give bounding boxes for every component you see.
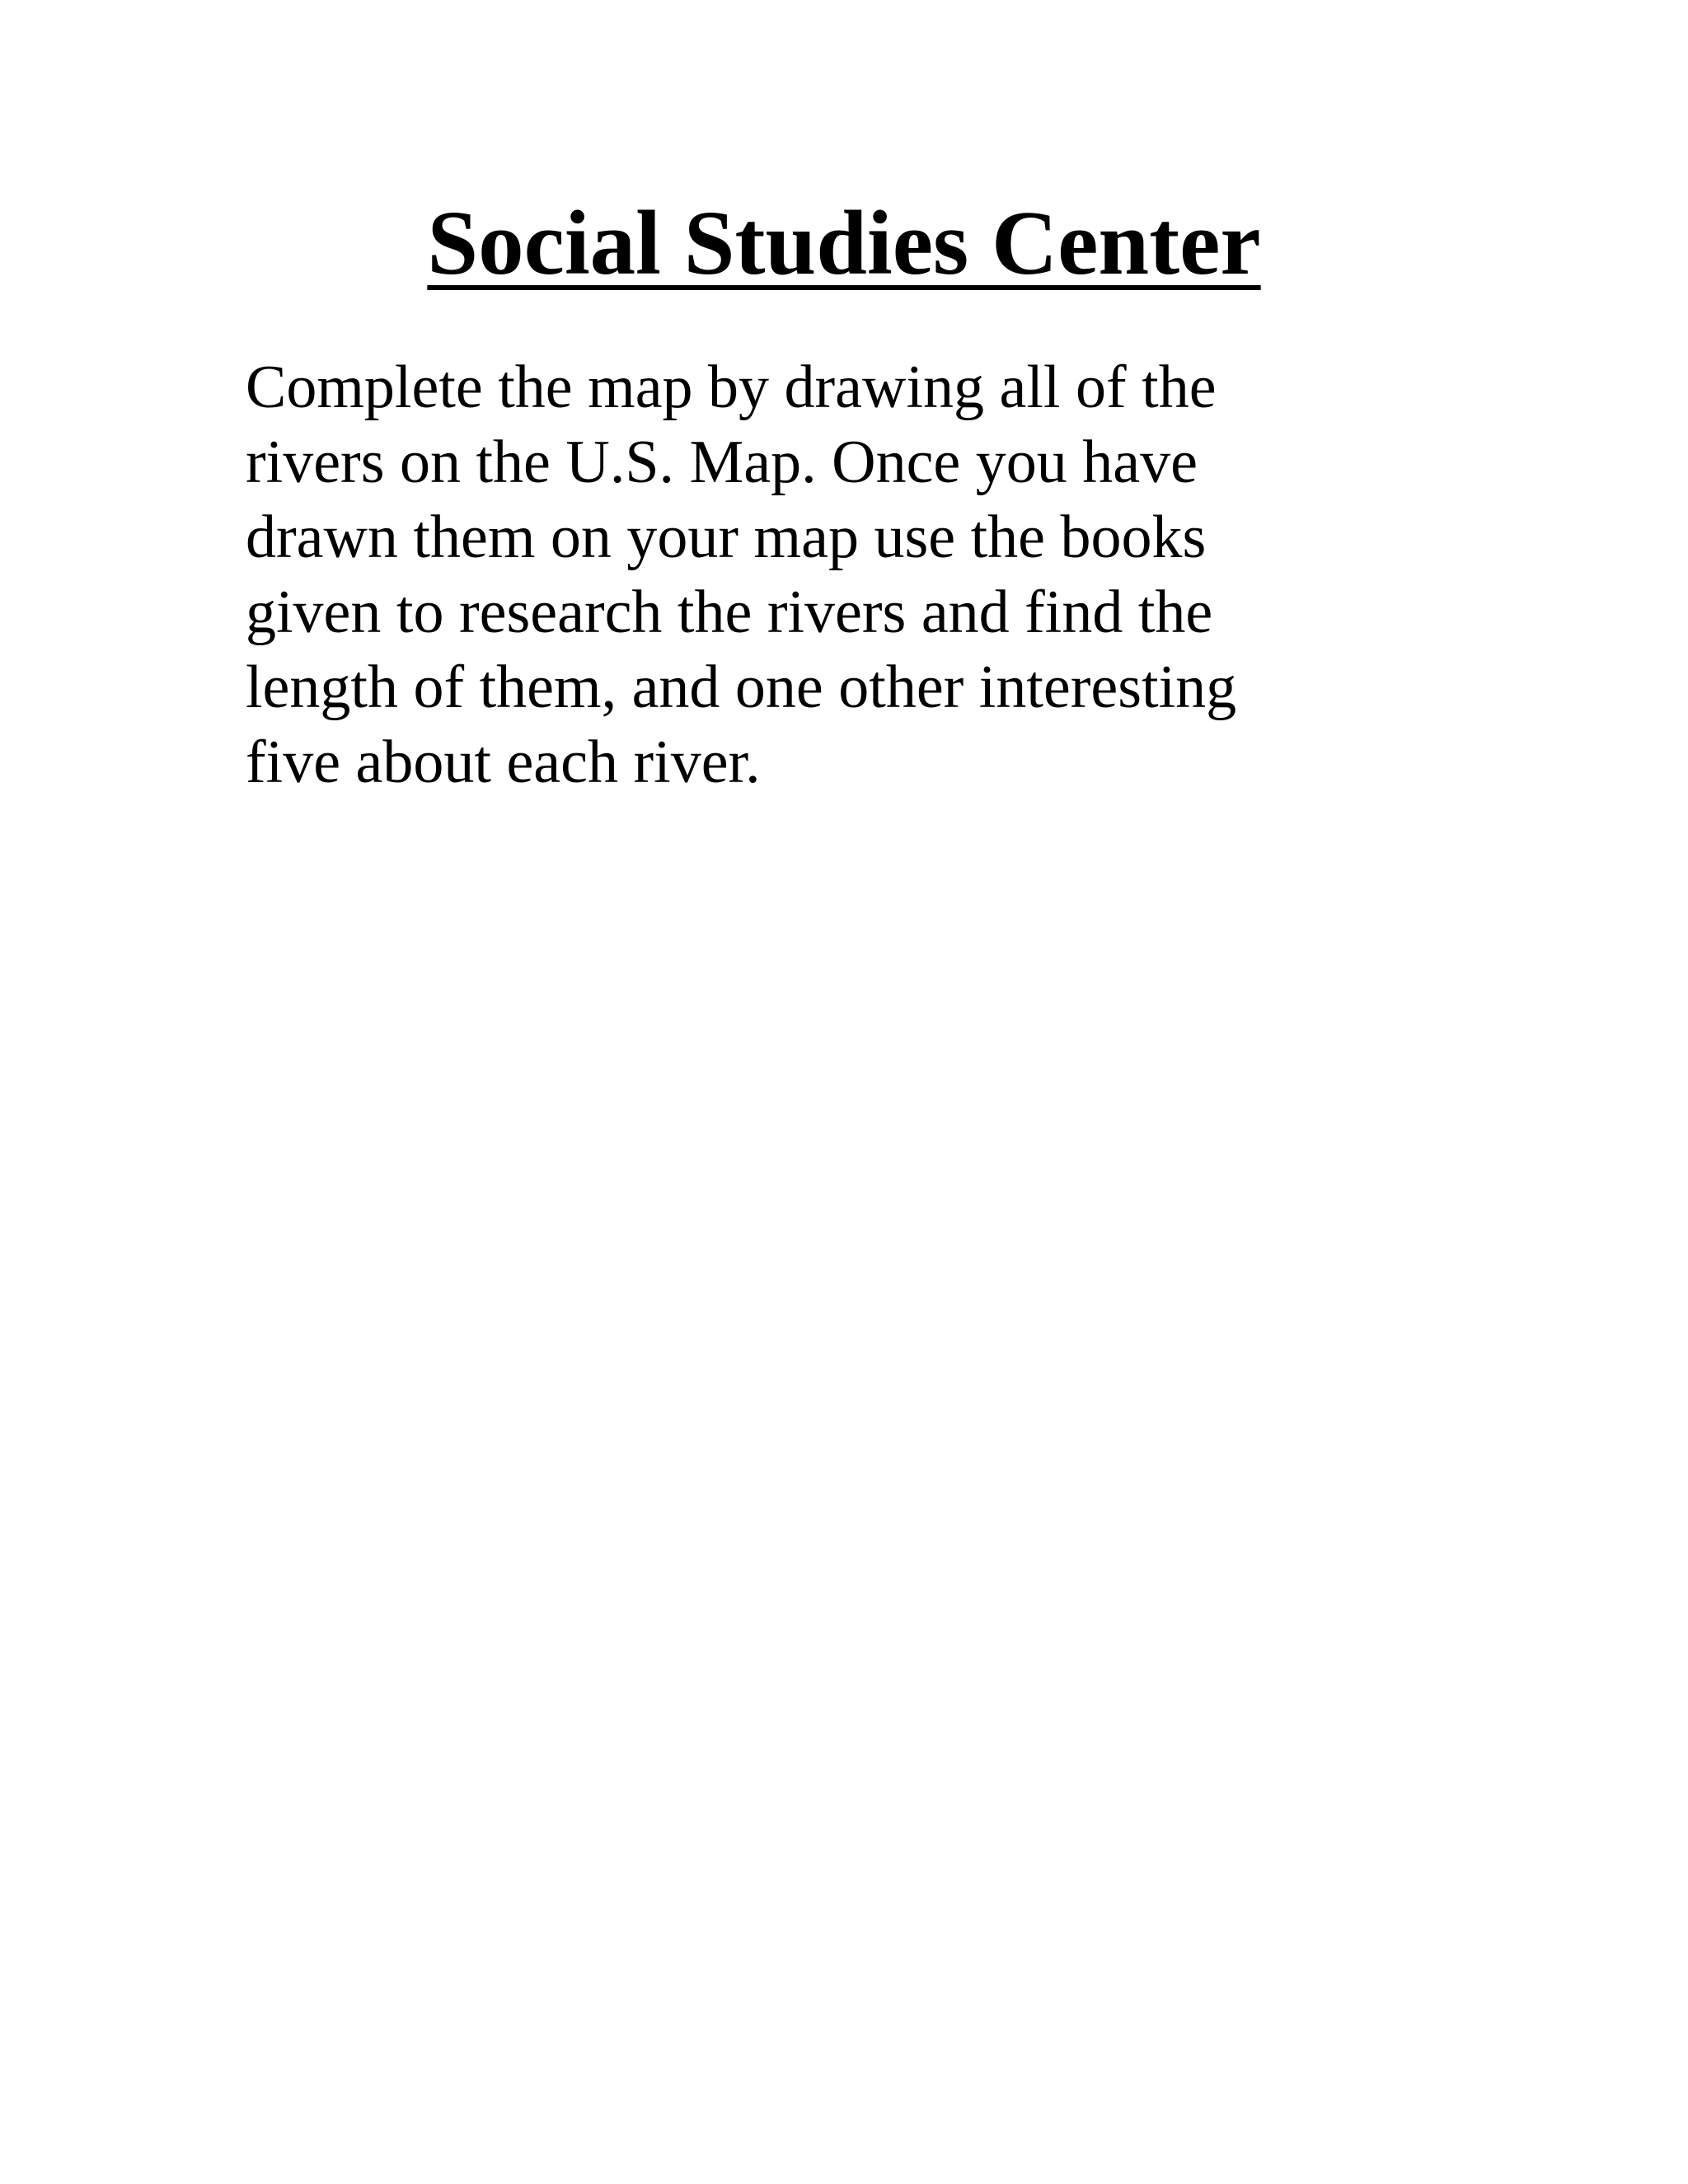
instruction-line: given to research the rivers and find the [246, 579, 1213, 646]
instruction-line: drawn them on your map use the books [246, 504, 1207, 571]
instruction-line: rivers on the U.S. Map. Once you have [246, 429, 1198, 496]
instruction-line: length of them, and one other interesting [246, 654, 1237, 721]
instruction-line: Complete the map by drawing all of the [246, 354, 1217, 421]
instructions-paragraph [246, 350, 1449, 800]
page-title: Social Studies Center [427, 193, 1261, 294]
instruction-line: five about each river. [246, 729, 761, 796]
